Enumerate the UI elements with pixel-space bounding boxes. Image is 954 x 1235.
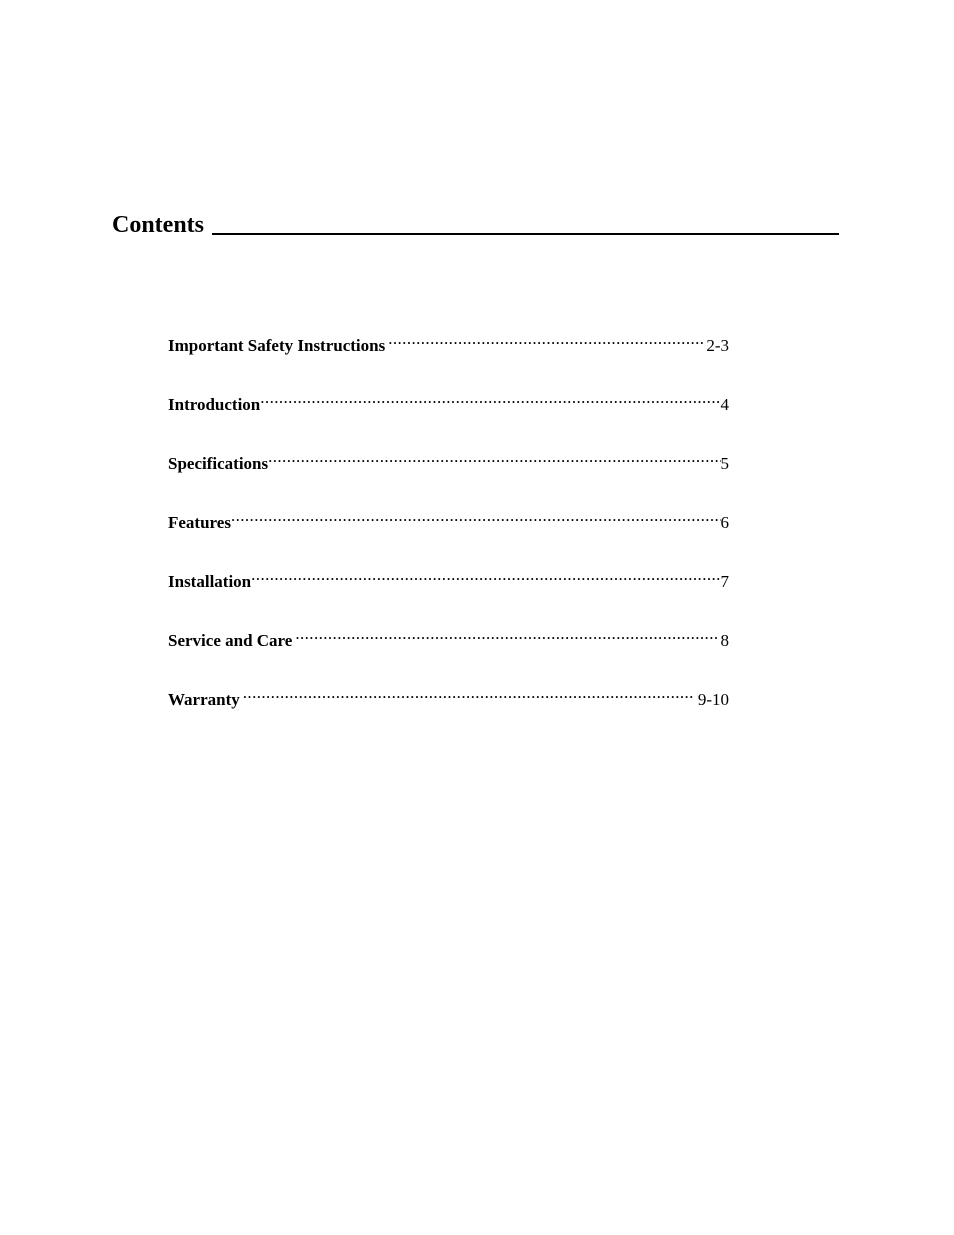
table-of-contents: [168, 327, 729, 740]
toc-entry-specifications[interactable]: [168, 445, 729, 504]
toc-entry-label: Installation: [168, 572, 252, 591]
toc-dot-leader: [260, 386, 720, 410]
toc-dot-leader: [243, 681, 695, 705]
toc-entry-label: Service and Care: [168, 631, 293, 650]
toc-entry-important-safety-instructions[interactable]: [168, 327, 729, 386]
toc-entry-installation[interactable]: [168, 563, 729, 622]
toc-entry-label: Specifications: [168, 454, 269, 473]
toc-entry-features[interactable]: [168, 504, 729, 563]
toc-entry-label: Important Safety Instructions: [168, 336, 386, 355]
contents-heading: [112, 204, 839, 238]
toc-dot-leader: [388, 327, 703, 351]
toc-entry-page: 8: [720, 631, 729, 650]
toc-entry-page: 7: [720, 572, 729, 591]
toc-entry-page: 5: [720, 454, 729, 473]
toc-dot-leader: [295, 622, 717, 646]
toc-dot-leader: [251, 563, 720, 587]
page-title: Contents: [112, 212, 205, 238]
toc-entry-service-and-care[interactable]: [168, 622, 729, 681]
toc-entry-label: Features: [168, 513, 231, 532]
toc-dot-leader: [231, 504, 721, 528]
toc-entry-page: 9-10: [697, 690, 729, 709]
toc-entry-page: 4: [720, 395, 729, 414]
toc-entry-page: 2-3: [706, 336, 729, 355]
toc-entry-label: Warranty: [168, 690, 240, 709]
toc-entry-label: Introduction: [168, 395, 261, 414]
toc-entry-introduction[interactable]: [168, 386, 729, 445]
toc-dot-leader: [268, 445, 720, 469]
heading-rule: [212, 233, 839, 235]
toc-entry-warranty[interactable]: [168, 681, 729, 740]
toc-entry-page: 6: [720, 513, 729, 532]
